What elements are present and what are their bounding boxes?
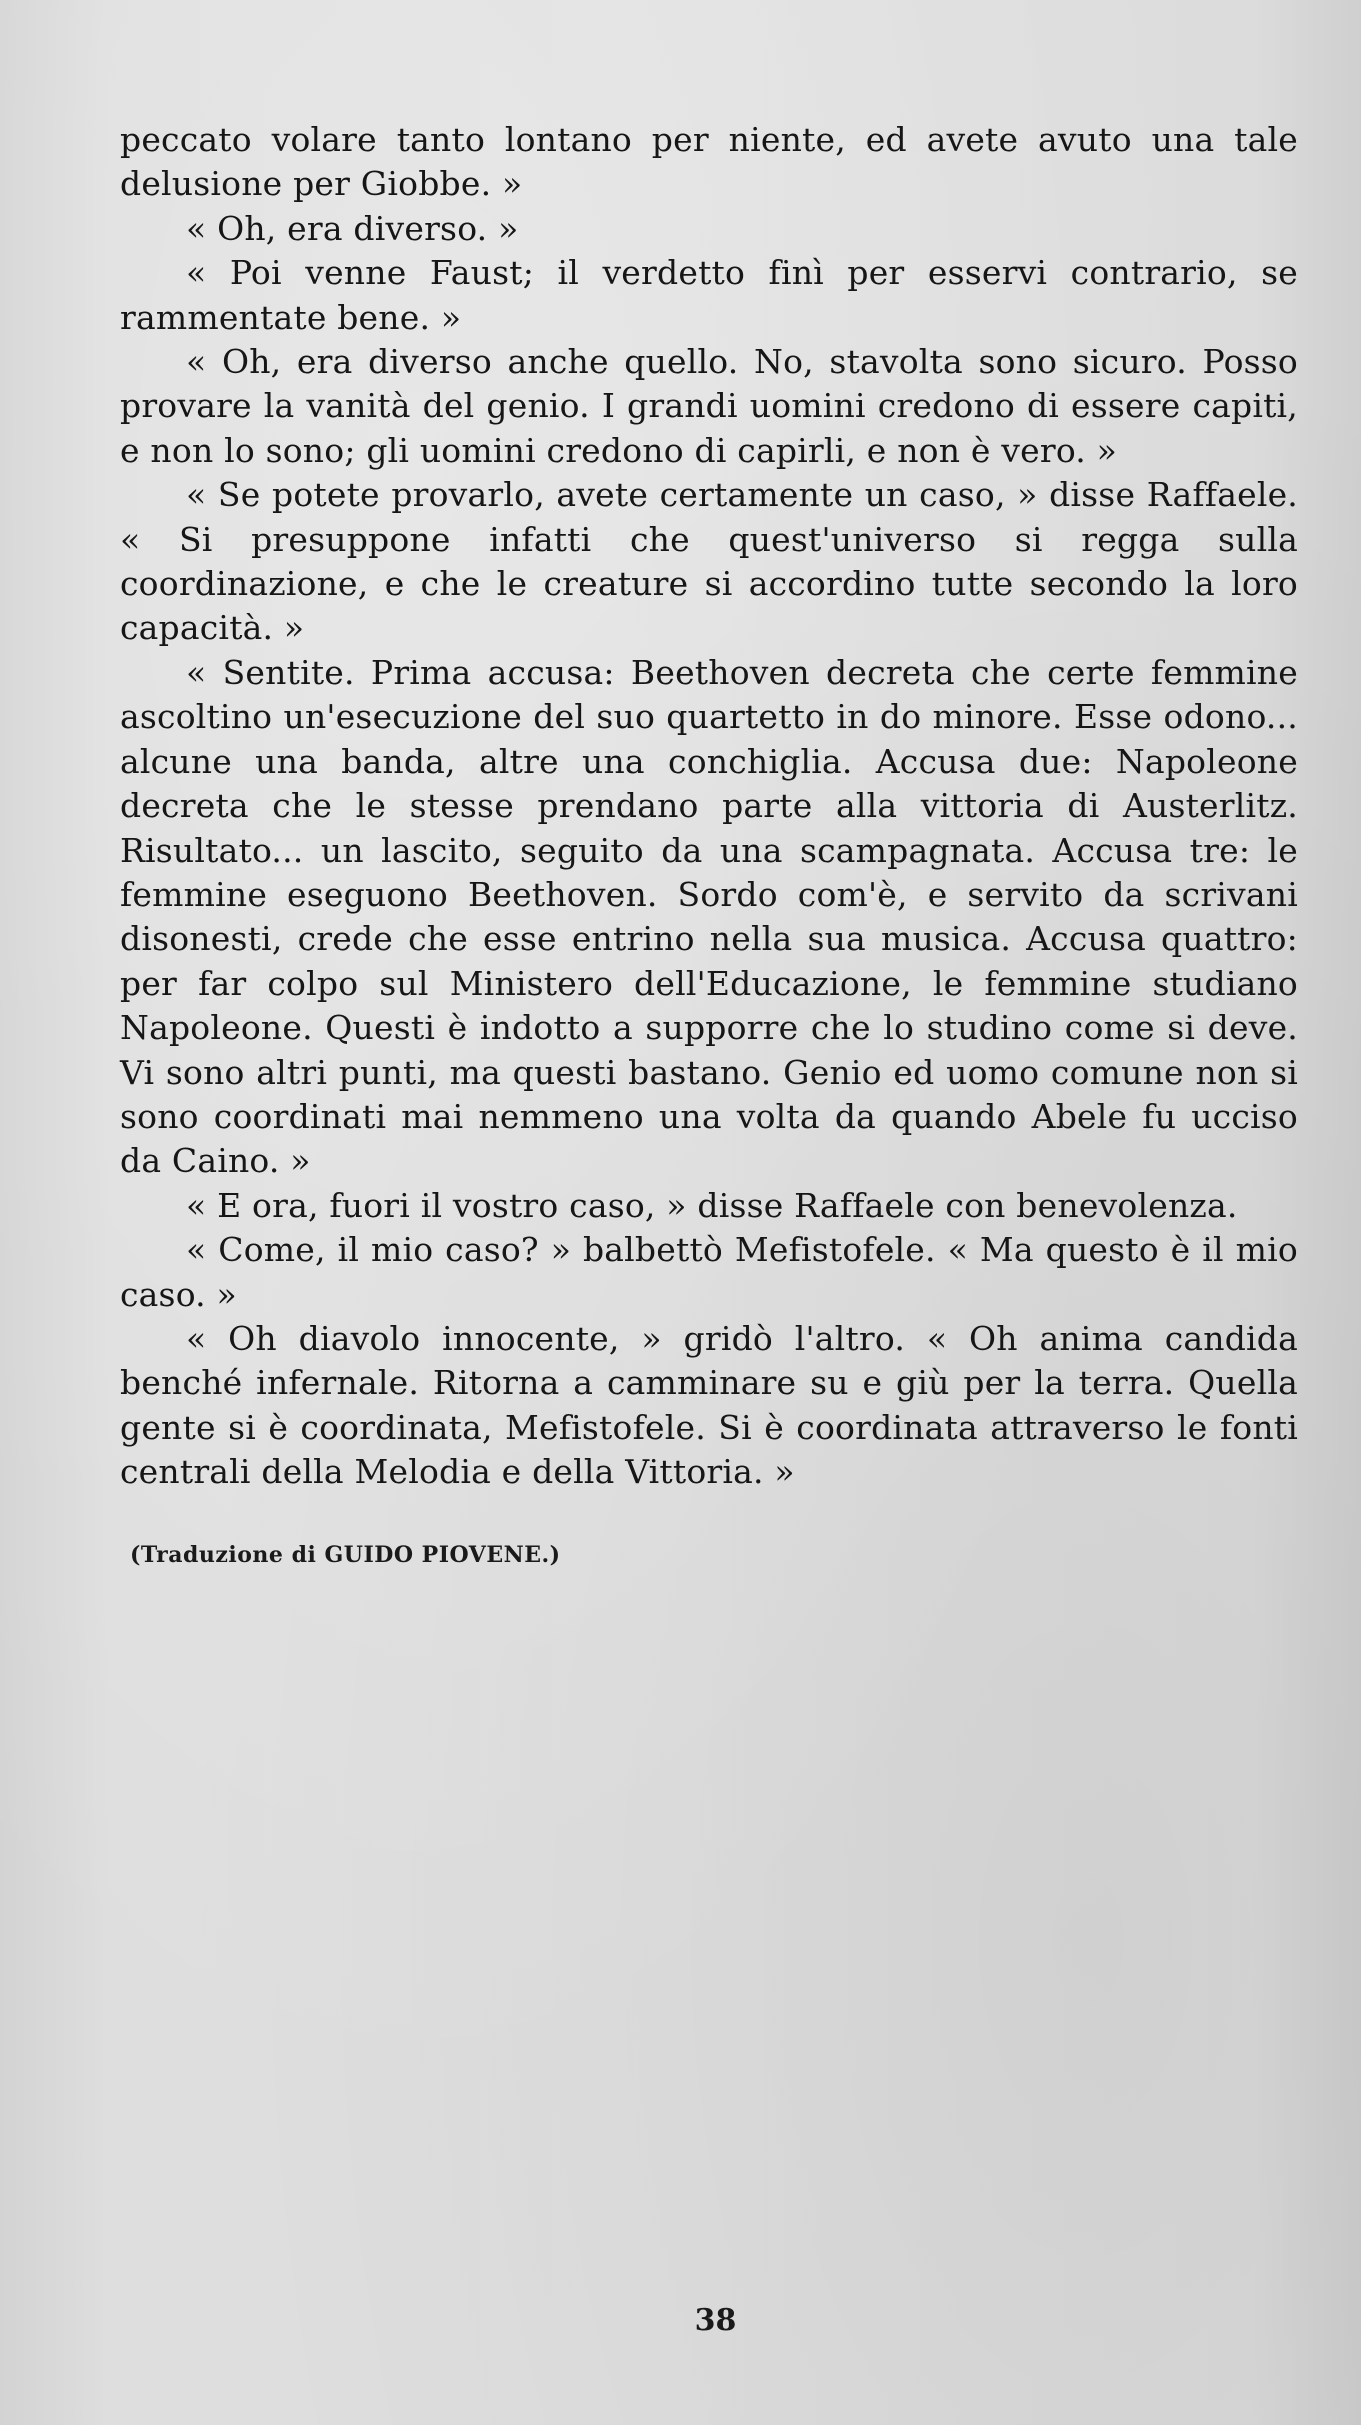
paragraph: « Se potete provarlo, avete certamente un caso, » disse Raffaele. « Si presuppone infatti che quest'universo si regga sulla coordinazione, e che le creature si accordino tutte secondo la loro capacità. »	[120, 475, 1298, 648]
paragraph: « Oh, era diverso. »	[186, 208, 519, 248]
paragraph: « E ora, fuori il vostro caso, » disse Raffaele con benevolenza.	[186, 1185, 1238, 1225]
paragraph: « Come, il mio caso? » balbettò Mefistofele. « Ma questo è il mio caso. »	[120, 1230, 1298, 1314]
paragraph: « Poi venne Faust; il verdetto finì per esservi contrario, se rammentate bene. »	[120, 253, 1298, 337]
paragraph: « Oh diavolo innocente, » gridò l'altro. « Oh anima candida benché infernale. Ritorna a camminare su e giù per la terra. Quella gente si è coordinata, Mefistofele. Si è coordinata attraverso le fonti centrali della Melodia e della Vittoria. »	[120, 1318, 1298, 1492]
page-number: 38	[694, 2303, 737, 2338]
paragraph: « Oh, era diverso anche quello. No, stavolta sono sicuro. Posso provare la vanità del genio. I grandi uomini credono di essere capiti, e non lo sono; gli uomini credono di capirli, e non è vero. »	[120, 342, 1298, 470]
body-text	[120, 118, 1298, 1495]
paragraph: peccato volare tanto lontano per niente, ed avete avuto una tale delusione per Giobbe. »	[120, 120, 1298, 204]
paragraph: « Sentite. Prima accusa: Beethoven decreta che certe femmine ascoltino un'esecuzione del suo quartetto in do minore. Esse odono... alcune una banda, altre una conchiglia. Accusa due: Napoleone decreta che le stesse prendano parte alla vittoria di Austerlitz. Risultato... un lascito, seguito da una scampagnata. Accusa tre: le femmine eseguono Beethoven. Sordo com'è, e servito da scrivani disonesti, crede che esse entrino nella sua musica. Accusa quattro: per far colpo sul Ministero dell'Educazione, le femmine studiano Napoleone. Questi è indotto a supporre che lo studino come si deve. Vi sono altri punti, ma questi bastano. Genio ed uomo comune non si sono coordinati mai nemmeno una volta da quando Abele fu ucciso da Caino. »	[120, 652, 1298, 1181]
translation-credit: (Traduzione di GUIDO PIOVENE.)	[130, 1542, 561, 1568]
